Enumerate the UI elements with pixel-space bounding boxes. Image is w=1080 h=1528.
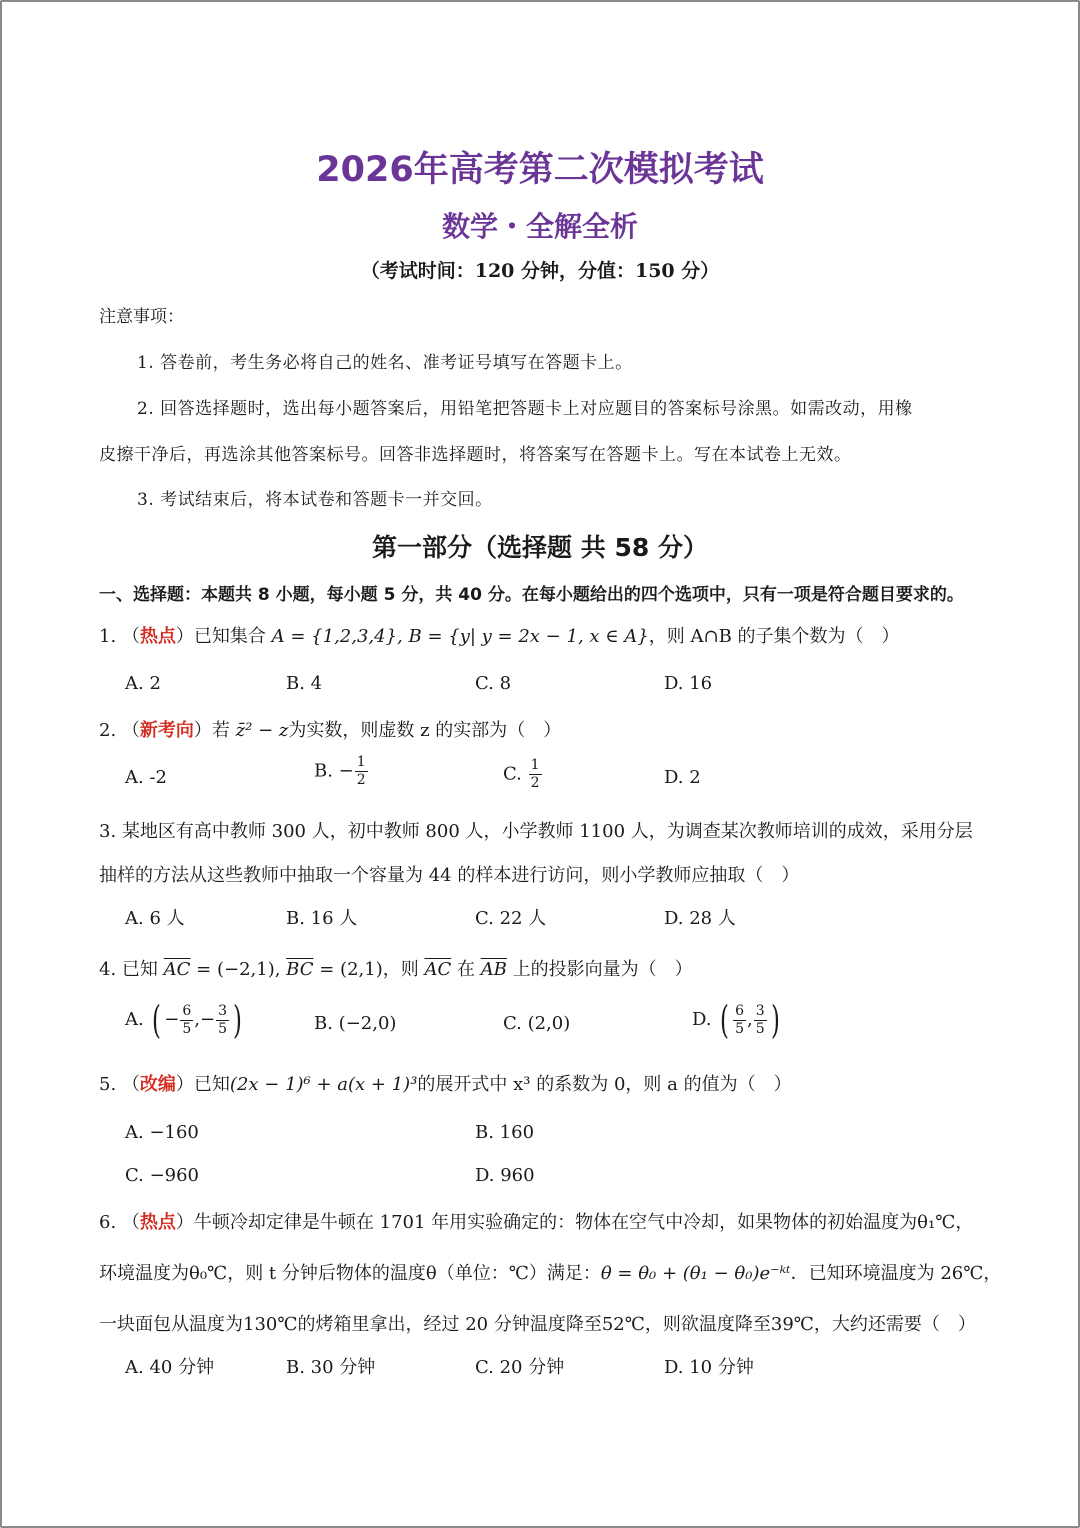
question-6-cont-2: 一块面包从温度为130℃的烤箱里拿出，经过 20 分钟温度降至52℃，则欲温度降至39℃，大约还需要（ ） [99, 1314, 976, 1335]
question-number: 4. [99, 959, 117, 980]
q3-option-d: D. 28 人 [664, 908, 736, 929]
math-expression: = (−2,1), [190, 959, 287, 980]
math-formula: θ = θ₀ + (θ₁ − θ₀)e⁻ᵏᵗ [600, 1263, 791, 1284]
numerator: 6 [735, 1002, 744, 1019]
question-1: 1. （热点）已知集合 A = {1,2,3,4}, B = {y| y = 2x − 1, x ∈ A}，则 A∩B 的子集个数为（ ） [99, 626, 900, 647]
q2-option-a: A. -2 [125, 767, 167, 788]
q6-option-a: A. 40 分钟 [125, 1357, 215, 1378]
math-expression: = (2,1) [313, 959, 383, 980]
note-item-2-cont: 皮擦干净后，再选涂其他答案标号。回答非选择题时，将答案写在答题卡上。写在本试卷上无效。 [99, 445, 852, 465]
question-6: 6. （热点）牛顿冷却定律是牛顿在 1701 年用实验确定的：物体在空气中冷却，如果物体的初始温度为θ₁℃， [99, 1212, 974, 1233]
numerator: 1 [530, 757, 540, 773]
question-text: 已知集合 [193, 626, 272, 647]
q3-option-c: C. 22 人 [475, 908, 547, 929]
note-item-1: 1. 答卷前，考生务必将自己的姓名、准考证号填写在答题卡上。 [137, 353, 633, 373]
notes-heading: 注意事项： [99, 307, 184, 327]
q3-option-a: A. 6 人 [125, 908, 185, 929]
q3-option-b: B. 16 人 [286, 908, 358, 929]
option-label: C. [503, 763, 528, 785]
paren-right: ) [232, 998, 242, 1042]
question-5: 5. （改编）已知(2x − 1)⁶ + a(x + 1)³的展开式中 x³ 的系数为 0，则 a 的值为（ ） [99, 1074, 792, 1095]
math-expression: A = {1,2,3,4}, B = {y| y = 2x − 1, x ∈ A} [271, 626, 649, 647]
numerator: 1 [356, 754, 366, 770]
section-instruction: 一、选择题：本题共 8 小题，每小题 5 分，共 40 分。在每小题给出的四个选项中，只有一项是符合题目要求的。 [99, 585, 964, 605]
question-number: 2. [99, 720, 117, 741]
exam-title: 2026年高考第二次模拟考试 [316, 150, 764, 190]
math-expression: (2x − 1)⁶ + a(x + 1)³ [229, 1074, 418, 1095]
denominator: 5 [218, 1020, 228, 1037]
exam-subtitle: 数学・全解全析 [441, 210, 638, 243]
fraction [733, 1003, 746, 1038]
q1-option-c: C. 8 [475, 673, 512, 694]
question-text: 已知 [193, 1074, 230, 1095]
question-number: 5. [99, 1074, 117, 1095]
fraction [180, 1003, 193, 1038]
vector: $\overline{BC}$ [286, 959, 314, 980]
denominator: 5 [755, 1020, 765, 1037]
question-tag: 热点 [139, 626, 176, 647]
q2-option-b [314, 754, 369, 789]
denominator: 2 [356, 772, 366, 788]
q2-option-c [503, 757, 543, 792]
question-3: 3. 某地区有高中教师 300 人，初中教师 800 人，小学教师 1100 人，为调查某次教师培训的成效，采用分层 [99, 821, 973, 842]
question-2: 2. （新考向）若 z̄² − z为实数，则虚数 z 的实部为（ ） [99, 720, 562, 741]
note-item-3: 3. 考试结束后，将本试卷和答题卡一并交回。 [137, 490, 493, 510]
vector: $\overline{AC}$ [163, 959, 191, 980]
question-text: 若 [211, 720, 236, 741]
vector: $\overline{AC}$ [424, 959, 452, 980]
q6-option-d: D. 10 分钟 [664, 1357, 754, 1378]
fraction [216, 1003, 229, 1038]
question-text: 上的投影向量为（ ） [506, 959, 693, 980]
question-text: 为实数，则虚数 z 的实部为（ ） [288, 720, 562, 741]
paren-left: ( [152, 998, 162, 1042]
option-label: B. [314, 760, 339, 782]
q5-option-b: B. 160 [475, 1122, 535, 1143]
vector: $\overline{AB}$ [480, 959, 507, 980]
numerator: 3 [755, 1002, 765, 1019]
minus-sign: − [338, 760, 354, 782]
denominator: 5 [735, 1020, 744, 1037]
denominator: 2 [530, 775, 540, 791]
fraction [529, 757, 542, 792]
question-text: ，则 A∩B 的子集个数为（ ） [648, 626, 900, 647]
q1-option-b: B. 4 [286, 673, 323, 694]
question-tag: 热点 [139, 1212, 176, 1233]
numerator: 3 [218, 1002, 228, 1019]
fraction [355, 754, 368, 789]
numerator: 6 [182, 1002, 192, 1019]
question-tag: 改编 [139, 1074, 176, 1095]
q4-option-a: A. ( − $\frac{6}{5}$ ,− $\frac{3}{5}$ ) [125, 998, 242, 1042]
q1-option-d: D. 16 [664, 673, 713, 694]
paren-left: ( [720, 998, 730, 1042]
q6-option-b: B. 30 分钟 [286, 1357, 376, 1378]
q1-option-a: A. 2 [125, 673, 161, 694]
q6-option-c: C. 20 分钟 [475, 1357, 565, 1378]
q2-option-d: D. 2 [664, 767, 701, 788]
section-title: 第一部分（选择题 共 58 分） [372, 533, 708, 562]
question-6-cont [99, 1259, 1001, 1285]
q5-option-a: A. −160 [125, 1122, 199, 1143]
question-number: 6. [99, 1212, 117, 1233]
question-text: 的展开式中 x³ 的系数为 0，则 a 的值为（ ） [417, 1074, 792, 1095]
question-text: 在 [451, 959, 481, 980]
question-tag: 新考向 [139, 720, 194, 741]
denominator: 5 [182, 1020, 192, 1037]
question-3-cont: 抽样的方法从这些教师中抽取一个容量为 44 的样本进行访问，则小学教师应抽取（ ） [99, 865, 800, 886]
q4-option-b: B. (−2,0) [314, 1013, 397, 1034]
q4-option-c: C. (2,0) [503, 1013, 571, 1034]
q5-option-d: D. 960 [475, 1165, 535, 1186]
paren-right: ) [770, 998, 780, 1042]
question-number: 1. [99, 626, 117, 647]
question-4 [99, 955, 693, 981]
option-label: D. [692, 1009, 718, 1030]
question-text: ．已知环境温度为 26℃， [790, 1263, 1002, 1284]
note-item-2: 2. 回答选择题时，选出每小题答案后，用铅笔把答题卡上对应题目的答案标号涂黑。如需改动，用橡 [137, 399, 913, 419]
q5-option-c: C. −960 [125, 1165, 200, 1186]
math-expression: z̄² − z [235, 720, 289, 741]
q4-option-d: D. ( $\frac{6}{5}$ , $\frac{3}{5}$ ) [692, 998, 780, 1042]
fraction [754, 1003, 767, 1038]
option-label: A. [125, 1009, 150, 1030]
question-text: 牛顿冷却定律是牛顿在 1701 年用实验确定的：物体在空气中冷却，如果物体的初始温度为θ₁℃， [193, 1212, 974, 1233]
question-text: ，则 [382, 959, 425, 980]
question-text: 已知 [121, 959, 164, 980]
question-text: 环境温度为θ₀℃，则 t 分钟后物体的温度θ（单位：℃）满足： [99, 1263, 601, 1284]
exam-info: （考试时间：120 分钟，分值：150 分） [360, 260, 720, 282]
